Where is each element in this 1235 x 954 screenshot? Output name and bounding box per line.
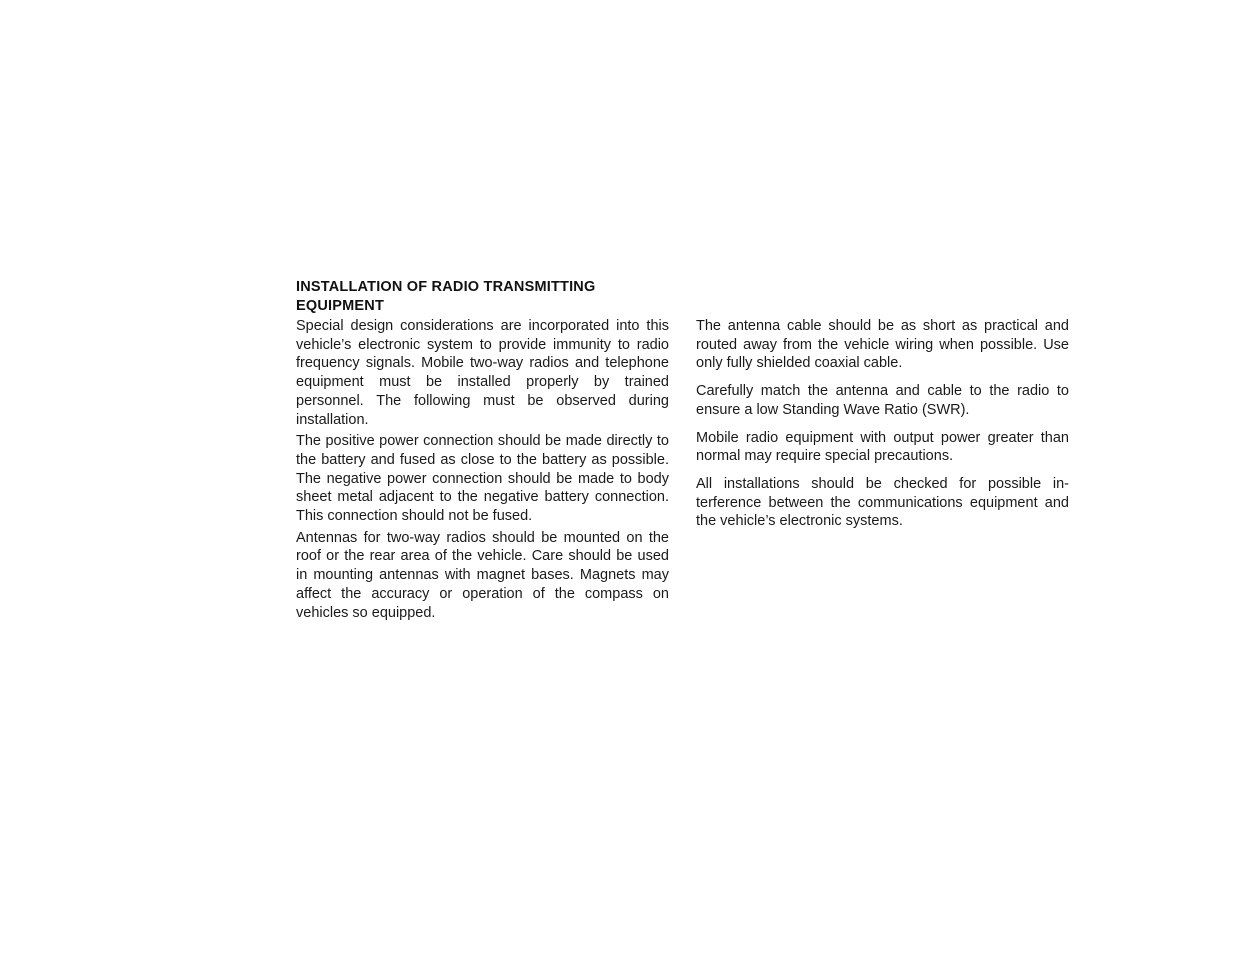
paragraph-antenna-cable: The antenna cable should be as short as practical and routed away from the vehicle wiring when possible. Use only fully shielded coaxial cable. xyxy=(696,318,1069,372)
right-column xyxy=(696,317,1069,540)
section-heading: INSTALLATION OF RADIO TRANSMITTING EQUIPMENT xyxy=(296,279,596,314)
paragraph-special-design: Special design considerations are incorporated into this vehicle’s electronic system to provide immunity to radio frequency signals. Mobile two-way radios and telephone equipment must be installed properly by trained personnel. The following must be observed during installation. xyxy=(296,318,669,428)
paragraph-match-antenna: Carefully match the antenna and cable to the radio to ensure a low Standing Wave Ratio (SWR). xyxy=(696,383,1069,418)
paragraph-interference-check: All installations should be checked for possible interference between the communications equipment and the vehicle’s electronic systems. xyxy=(696,475,1069,530)
paragraph-antennas-mounting: Antennas for two-way radios should be mounted on the roof or the rear area of the vehicle. Care should be used in mounting antennas with magnet bases. Magnets may affect the accuracy or operation of the compass on vehicles so equipped. xyxy=(296,529,669,621)
paragraph-output-power: Mobile radio equipment with output power greater than normal may require special precautions. xyxy=(696,429,1069,465)
left-column xyxy=(296,317,669,625)
paragraph-positive-power: The positive power connection should be made directly to the battery and fused as close to the battery as possible. The negative power connection should be made to body sheet metal adjacent to the negative battery connection. This connection should not be fused. xyxy=(296,433,669,525)
